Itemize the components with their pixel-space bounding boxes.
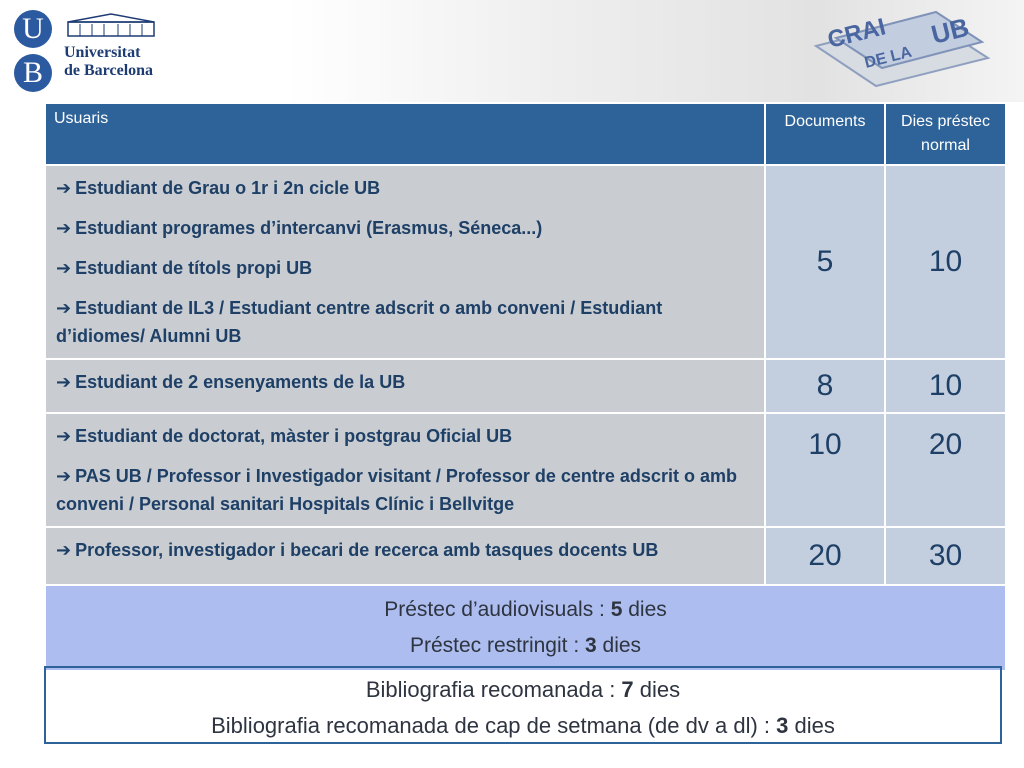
arrow-right-icon: ➔: [56, 426, 72, 446]
restricted-loan-line: Préstec restringit : 3 dies: [409, 634, 642, 657]
documents-value: 8: [765, 359, 885, 413]
crai-logo: [806, 8, 996, 88]
days-value: 20: [885, 413, 1006, 527]
crai-word-3: UB: [928, 11, 972, 50]
university-name-line2: de Barcelona: [64, 62, 154, 79]
crai-word-2: DE LA: [862, 43, 914, 72]
building-icon: [66, 12, 156, 38]
loan-table: [44, 102, 1007, 672]
documents-value: 20: [765, 527, 885, 585]
header-users: Usuaris: [45, 103, 765, 165]
logo-letter-u: U: [14, 10, 52, 48]
audiovisual-cell: [45, 585, 1006, 671]
audiovisual-row: [45, 585, 1006, 671]
arrow-right-icon: ➔: [56, 372, 72, 392]
recommended-bibliography-line: Bibliografia recomanada : 7 dies: [365, 677, 681, 702]
university-name-line1: Universitat: [64, 44, 141, 61]
user-type: ➔ Professor, investigador i becari de recerca amb tasques docents UB: [56, 536, 756, 564]
users-cell: [45, 165, 765, 359]
days-value: 10: [885, 359, 1006, 413]
header-days: Dies préstec normal: [885, 103, 1006, 165]
users-cell: [45, 413, 765, 527]
days-value: 10: [885, 165, 1006, 359]
table-row: [45, 527, 1006, 585]
user-type: ➔ PAS UB / Professor i Investigador visitant / Professor de centre adscrit o amb conveni / Personal sanitari Hospitals Clínic i Bellvitge: [56, 462, 756, 518]
table-row: [45, 165, 1006, 359]
bibliography-box: [44, 666, 1002, 744]
arrow-right-icon: ➔: [56, 540, 72, 560]
weekend-bibliography-line: Bibliografia recomanada de cap de setmana (de dv a dl) : 3 dies: [211, 713, 835, 738]
table-row: [45, 413, 1006, 527]
user-type: ➔ Estudiant de IL3 / Estudiant centre adscrit o amb conveni / Estudiant d’idiomes/ Alumni UB: [56, 294, 756, 350]
university-name: [64, 44, 153, 80]
documents-value: 5: [765, 165, 885, 359]
user-type: ➔ Estudiant de Grau o 1r i 2n cicle UB: [56, 174, 756, 202]
user-type: ➔ Estudiant de 2 ensenyaments de la UB: [56, 368, 756, 396]
days-value: 30: [885, 527, 1006, 585]
audiovisual-loan-line: Préstec d’audiovisuals : 5 dies: [384, 598, 667, 621]
arrow-right-icon: ➔: [56, 466, 72, 486]
user-type: ➔ Estudiant programes d’intercanvi (Erasmus, Séneca...): [56, 214, 756, 242]
table-row: [45, 359, 1006, 413]
logo-letter-b: B: [14, 54, 52, 92]
user-type: ➔ Estudiant de títols propi UB: [56, 254, 756, 282]
arrow-right-icon: ➔: [56, 218, 72, 238]
table-header-row: [45, 103, 1006, 165]
documents-value: 10: [765, 413, 885, 527]
user-type: ➔ Estudiant de doctorat, màster i postgrau Oficial UB: [56, 422, 756, 450]
arrow-right-icon: ➔: [56, 178, 72, 198]
arrow-right-icon: ➔: [56, 258, 72, 278]
header-documents: Documents: [765, 103, 885, 165]
users-cell: [45, 527, 765, 585]
university-logo: [14, 10, 164, 94]
crai-word-1: CRAI: [824, 13, 889, 54]
users-cell: [45, 359, 765, 413]
arrow-right-icon: ➔: [56, 298, 72, 318]
